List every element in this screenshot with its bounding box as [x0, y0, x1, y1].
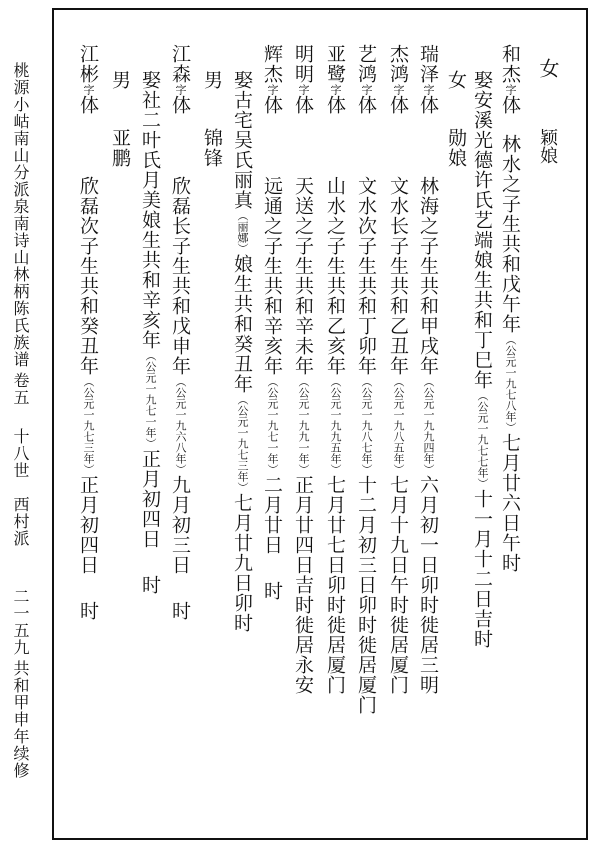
ruize-daughter-name: 勋娘 [445, 128, 467, 168]
entry-jiangbiao-birth: 欣磊次子生共和癸丑年（公元一九七三年）正月初四日时 [77, 176, 99, 621]
entry-jiangsen-birth: 欣磊长子生共和戊申年（公元一九六八年）九月初三日时 [169, 176, 191, 621]
daughter-name: 颖娘 [537, 128, 558, 164]
edition-label: 共和甲申年续修 [11, 660, 30, 779]
ruize-daughter-label: 女 [445, 70, 467, 90]
huijie-son-name: 锦锋 [201, 128, 223, 168]
entry-hejie-wife: 娶安溪光德许氏艺端娘生共和丁巳年（公元一九七七年）十一月十二日吉时 [471, 70, 493, 649]
entry-yalu-birth: 山水之子生共和乙亥年（公元一九九五年）七月廿七日卯时徙居厦门 [324, 176, 346, 695]
entry-yihong-birth: 文水次子生共和丁卯年（公元一九八七年）十二月初三日卯时徙居厦门 [355, 176, 377, 715]
ti-mark: 体 [499, 95, 521, 115]
entry-huijie-wife: 娶古宅吴氏丽真（丽娜）娘生共和癸丑年（公元一九七三年）七月廿九日卯时 [231, 70, 253, 633]
entry-yalu: 亚鹭字体 [324, 44, 346, 115]
generation-label: 十八世 西村派 [11, 428, 30, 547]
entry-huijie: 辉杰字体 [261, 44, 283, 115]
entry-mingming: 明明字体 [292, 44, 314, 115]
entry-jiangsen-wife: 娶社二叶氏月美娘生共和辛亥年（公元一九七一年）正月初四日时 [139, 70, 161, 595]
entry-jiangsen: 江森字体 [169, 44, 191, 115]
entry-jiangbiao: 江彬字体 [77, 44, 99, 115]
entry-jiehong-birth: 文水长子生共和乙丑年（公元一九八五年）七月十九日午时徙居厦门 [387, 176, 409, 695]
entry-ruize-birth: 林海之子生共和甲戌年（公元一九九四年）六月初一日卯时徙居三明 [417, 176, 439, 695]
zi-mark: 字 [504, 84, 517, 95]
jiangsen-son-name: 亚鹏 [109, 128, 131, 168]
book-title: 桃源小岵南山分派泉南诗山林柄陈氏族谱 [11, 62, 30, 368]
entry-ruize: 瑞泽字体 [417, 44, 439, 115]
entry-mingming-birth: 天送之子生共和辛未年（公元一九九一年）正月廿四日吉时徙居永安 [292, 176, 314, 695]
entry-hejie [500, 44, 519, 115]
entry-huijie-birth: 远通之子生共和辛亥年（公元一九七一年）二月廿日时 [261, 176, 283, 601]
person-name: 和杰 [499, 44, 521, 84]
daughter-label: 女 [536, 58, 560, 78]
volume-label: 卷五 [11, 372, 30, 406]
entry-yihong: 艺鸿字体 [355, 44, 377, 115]
jiangsen-son-label: 男 [109, 70, 131, 90]
huijie-son-label: 男 [201, 70, 223, 90]
page-number: 二一五九 [11, 588, 30, 656]
entry-jiehong: 杰鸿字体 [387, 44, 409, 115]
entry-hejie-birth: 林水之子生共和戊午年（公元一九七八年）七月廿六日午时 [499, 134, 521, 573]
